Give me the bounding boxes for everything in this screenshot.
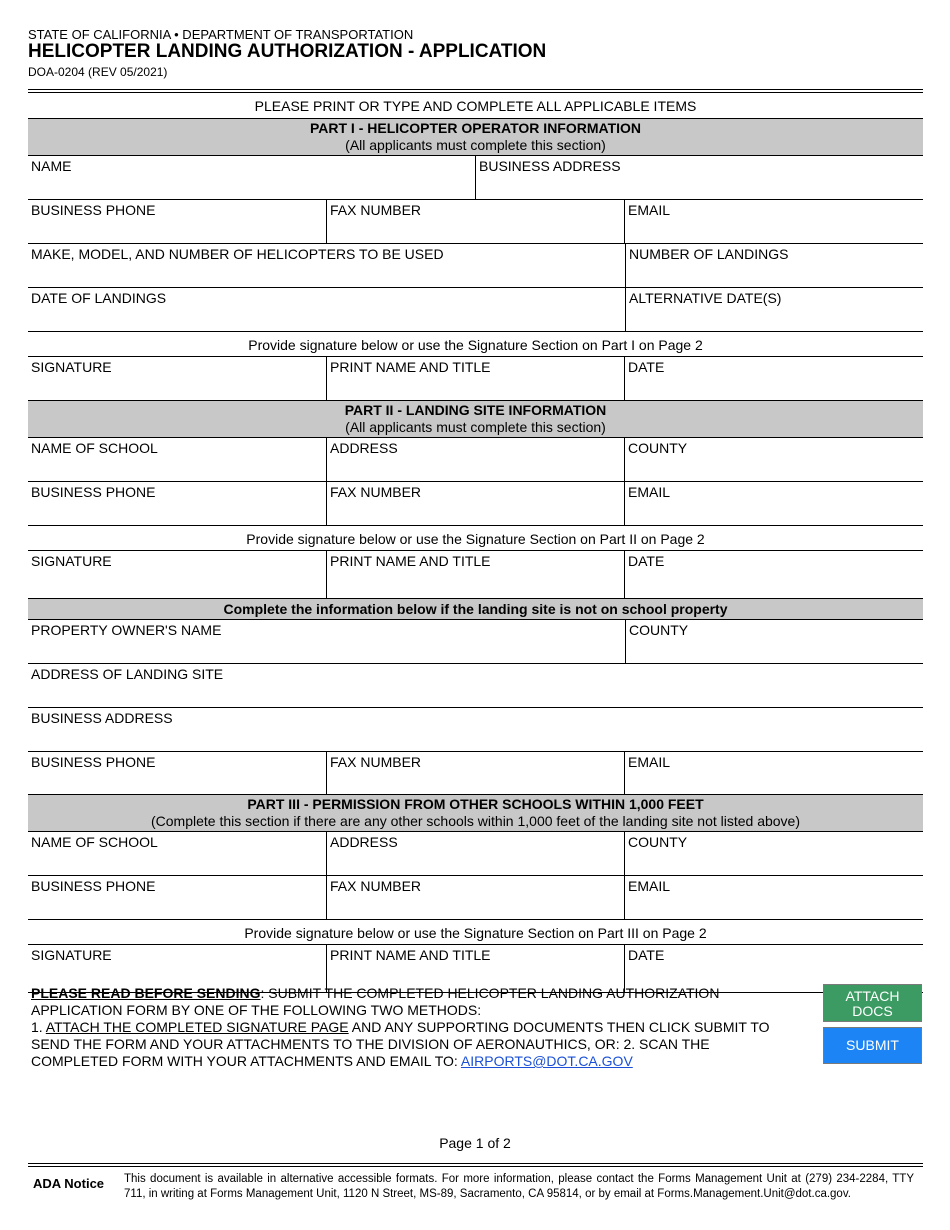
other-school-name-field[interactable]: NAME OF SCHOOL: [31, 834, 158, 850]
operator-business-address-field[interactable]: BUSINESS ADDRESS: [475, 156, 923, 199]
attach-docs-button[interactable]: [823, 984, 922, 1022]
part1-row-name: [28, 156, 923, 200]
offsite-header: [28, 599, 923, 620]
sending-instructions: [31, 985, 791, 1070]
site-business-phone-field[interactable]: BUSINESS PHONE: [31, 484, 156, 500]
part1-subtitle: (All applicants must complete this section): [345, 137, 606, 153]
part1-date-field[interactable]: DATE: [624, 357, 923, 400]
other-school-address-field[interactable]: ADDRESS: [326, 832, 624, 875]
part1-header: [28, 119, 923, 156]
operator-fax-field[interactable]: FAX NUMBER: [326, 200, 624, 243]
part3-signature-instruction: Provide signature below or use the Signature Section on Part III on Page 2: [28, 920, 923, 945]
site-email-field[interactable]: EMAIL: [624, 482, 923, 525]
form-title: HELICOPTER LANDING AUTHORIZATION - APPLICATION: [28, 41, 547, 62]
part2-print-name-field[interactable]: PRINT NAME AND TITLE: [326, 551, 624, 598]
helicopter-make-model-field[interactable]: MAKE, MODEL, AND NUMBER OF HELICOPTERS TO BE USED: [31, 246, 444, 262]
part2-row-school: [28, 438, 923, 482]
part3-title: PART III - PERMISSION FROM OTHER SCHOOLS WITHIN 1,000 FEET: [247, 796, 704, 812]
part1-row-date: [28, 288, 923, 332]
attach-label-line1: ATTACH: [845, 988, 900, 1004]
submit-button[interactable]: SUBMIT: [823, 1027, 922, 1064]
offsite-business-phone-field[interactable]: BUSINESS PHONE: [31, 754, 156, 770]
part3-header: [28, 795, 923, 832]
site-address-field[interactable]: ADDRESS: [326, 438, 624, 481]
ada-notice-label: ADA Notice: [33, 1176, 105, 1191]
operator-business-phone-field[interactable]: BUSINESS PHONE: [31, 202, 156, 218]
other-school-fax-field[interactable]: FAX NUMBER: [326, 876, 624, 919]
application-form: [28, 89, 923, 993]
site-school-name-field[interactable]: NAME OF SCHOOL: [31, 440, 158, 456]
part1-row-make: [28, 244, 923, 288]
form-number: DOA-0204 (REV 05/2021): [28, 65, 168, 79]
offsite-email-field[interactable]: EMAIL: [624, 752, 923, 794]
notice-step1-prefix: 1.: [31, 1019, 46, 1035]
part1-row-signature: [28, 357, 923, 401]
part3-date-field[interactable]: DATE: [624, 945, 923, 992]
intro-instruction: PLEASE PRINT OR TYPE AND COMPLETE ALL APPLICABLE ITEMS: [28, 93, 923, 119]
number-of-landings-field[interactable]: NUMBER OF LANDINGS: [625, 244, 923, 287]
part3-row-school: [28, 832, 923, 876]
part2-header: [28, 401, 923, 438]
other-school-county-field[interactable]: COUNTY: [624, 832, 923, 875]
part1-row-phone: [28, 200, 923, 244]
attach-label-line2: DOCS: [852, 1003, 893, 1019]
page-number: Page 1 of 2: [439, 1135, 511, 1151]
offsite-row-site-address: [28, 664, 923, 708]
site-county-field[interactable]: COUNTY: [624, 438, 923, 481]
part2-title: PART II - LANDING SITE INFORMATION: [344, 402, 607, 418]
email-link[interactable]: AIRPORTS@DOT.CA.GOV: [460, 1053, 633, 1069]
notice-step1-underlined: ATTACH THE COMPLETED SIGNATURE PAGE: [45, 1019, 349, 1035]
date-of-landings-field[interactable]: DATE OF LANDINGS: [31, 290, 167, 306]
part2-date-field[interactable]: DATE: [624, 551, 923, 598]
offsite-row-owner: [28, 620, 923, 664]
part3-print-name-field[interactable]: PRINT NAME AND TITLE: [326, 945, 624, 992]
part2-row-phone: [28, 482, 923, 526]
offsite-fax-field[interactable]: FAX NUMBER: [326, 752, 624, 794]
operator-name-field[interactable]: NAME: [31, 158, 72, 174]
part1-signature-instruction: Provide signature below or use the Signature Section on Part I on Page 2: [28, 332, 923, 357]
offsite-title: Complete the information below if the landing site is not on school property: [223, 601, 728, 617]
part3-row-phone: [28, 876, 923, 920]
part2-signature-field[interactable]: SIGNATURE: [31, 553, 112, 569]
landing-site-address-field[interactable]: ADDRESS OF LANDING SITE: [31, 666, 224, 682]
site-fax-field[interactable]: FAX NUMBER: [326, 482, 624, 525]
other-school-phone-field[interactable]: BUSINESS PHONE: [31, 878, 156, 894]
part2-subtitle: (All applicants must complete this section): [345, 419, 606, 435]
footer-double-rule: [28, 1163, 923, 1167]
agency-line: STATE OF CALIFORNIA • DEPARTMENT OF TRANSPORTATION: [28, 27, 414, 42]
operator-email-field[interactable]: EMAIL: [624, 200, 923, 243]
property-owner-name-field[interactable]: PROPERTY OWNER'S NAME: [31, 622, 222, 638]
part3-subtitle: (Complete this section if there are any other schools within 1,000 feet of the landing site not listed above): [150, 813, 801, 829]
offsite-row-business-address: [28, 708, 923, 752]
notice-heading: PLEASE READ BEFORE SENDING: [31, 985, 261, 1001]
offsite-business-address-field[interactable]: BUSINESS ADDRESS: [31, 710, 173, 726]
offsite-county-field[interactable]: COUNTY: [625, 620, 923, 663]
alternative-dates-field[interactable]: ALTERNATIVE DATE(S): [625, 288, 923, 331]
other-school-email-field[interactable]: EMAIL: [624, 876, 923, 919]
part1-title: PART I - HELICOPTER OPERATOR INFORMATION: [309, 120, 642, 136]
notice-text: : SUBMIT THE COMPLETED HELICOPTER LANDING AUTHORIZATION APPLICATION FORM BY ONE OF THE FOLLOWING TWO METHODS:: [31, 985, 720, 1018]
ada-notice-text: This document is available in alternative accessible formats. For more information, please contact the Forms Management Unit at (279) 234-2284, TTY 711, in writing at Forms Management Unit, 1120 N Street, MS-89, Sacramento, CA 95814, or by email at Forms.Management.Unit@dot.ca.gov.: [124, 1173, 914, 1200]
notice-step1-rest: AND ANY SUPPORTING DOCUMENTS THEN CLICK SUBMIT TO SEND THE FORM AND YOUR ATTACHMENTS TO THE DIVISION OF AERONAUTHICS, OR: 2. SCAN THE COMPLETED FORM WITH YOUR ATTACHMENTS AND EMAIL TO:: [31, 1019, 770, 1069]
part3-signature-field[interactable]: SIGNATURE: [31, 947, 112, 963]
part2-row-signature: [28, 551, 923, 599]
offsite-row-phone: [28, 752, 923, 795]
part1-signature-field[interactable]: SIGNATURE: [31, 359, 112, 375]
part2-signature-instruction: Provide signature below or use the Signature Section on Part II on Page 2: [28, 526, 923, 551]
part1-print-name-field[interactable]: PRINT NAME AND TITLE: [326, 357, 624, 400]
